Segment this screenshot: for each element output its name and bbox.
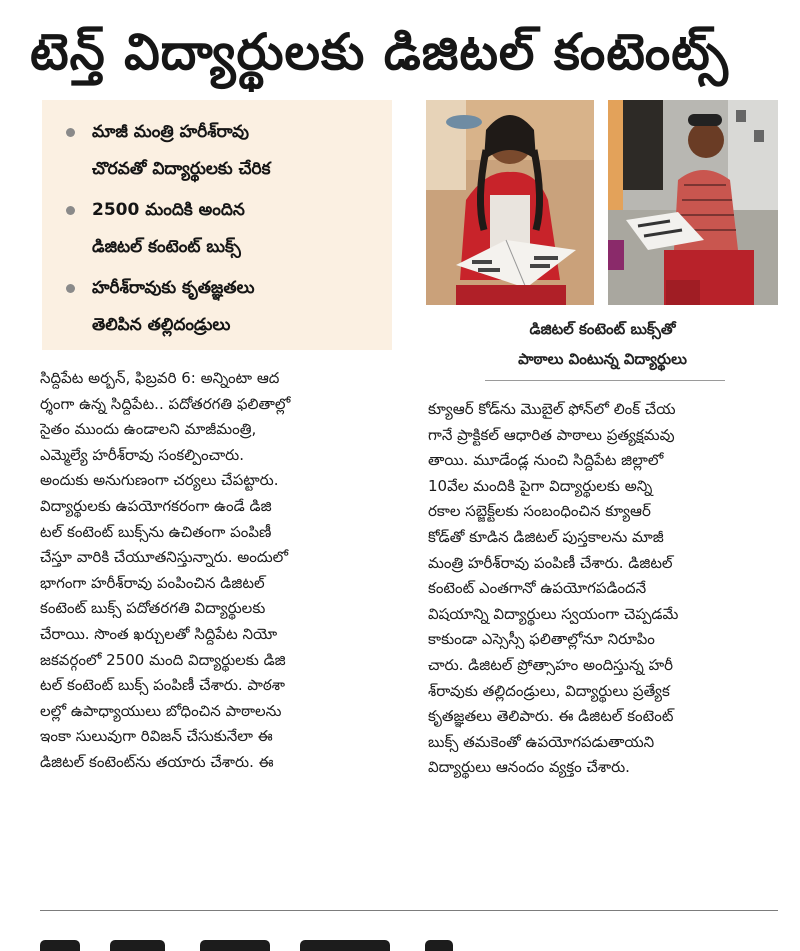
body-line: విషయాన్ని విద్యార్థులు స్వయంగా చెప్పడమే xyxy=(428,604,679,623)
body-line: కంటెంట్ బుక్స్ పదోతరగతి విద్యార్థులకు xyxy=(40,599,266,618)
photo-girl-reading xyxy=(426,100,594,305)
body-line: రకాల సబ్జెక్ట్‌లకు సంబంధించిన క్యూఆర్ xyxy=(428,502,651,521)
highlight-line: డిజిటల్ కంటెంట్ బుక్స్ xyxy=(92,237,241,257)
highlights-list xyxy=(62,114,384,344)
body-line: టల్ కంటెంట్ బుక్స్‌ను ఉచితంగా పంపిణీ xyxy=(40,522,272,541)
highlight-item xyxy=(62,114,384,188)
body-line: విద్యార్థులకు ఉపయోగకరంగా ఉండే డిజి xyxy=(40,496,272,515)
body-line: గానే ప్రాక్టికల్ ఆధారిత పాఠాలు ప్రత్యక్షమవు xyxy=(428,425,675,444)
photo-caption xyxy=(430,314,775,374)
body-line: సిద్దిపేట అర్బన్, ఫిబ్రవరి 6: అన్నింటా ఆద xyxy=(40,369,280,387)
section-divider xyxy=(40,910,778,911)
body-line: ర్శంగా ఉన్న సిద్దిపేట.. పదోతరగతి ఫలితాల్లో xyxy=(40,394,291,413)
highlight-line: మాజీ మంత్రి హరీశ్‌రావు xyxy=(92,122,249,142)
body-line: సైతం ముందు ఉండాలని మాజీమంత్రి, xyxy=(40,420,257,439)
body-line: 10వేల మందికి పైగా విద్యార్థులకు అన్ని xyxy=(428,476,653,495)
body-line: కోడ్‌తో కూడిన డిజిటల్ పుస్తకాలను మాజీ xyxy=(428,527,664,546)
photo-caption-line: డిజిటల్ కంటెంట్ బుక్స్‌తో xyxy=(529,320,676,338)
highlight-item xyxy=(62,192,384,266)
caption-divider xyxy=(485,380,725,381)
body-line: చేరాయి. సొంత ఖర్చులతో సిద్దిపేట నియో xyxy=(40,624,278,643)
body-line: క్యూఆర్ కోడ్‌ను మొబైల్ ఫోన్‌లో లింక్ చేయ xyxy=(428,400,676,418)
highlight-line: తెలిపిన తల్లిదండ్రులు xyxy=(92,315,231,335)
body-line: భాగంగా హరీశ్‌రావు పంపించిన డిజిటల్ xyxy=(40,573,265,592)
body-line: టల్ కంటెంట్ బుక్స్ పంపిణీ చేశారు. పాఠశా xyxy=(40,676,286,695)
highlight-line: చొరవతో విద్యార్థులకు చేరిక xyxy=(92,159,271,179)
article-body-left xyxy=(40,366,392,776)
next-article-headline-fragment xyxy=(40,934,780,951)
highlights-box xyxy=(42,100,392,350)
photo-caption-line: పాఠాలు వింటున్న విద్యార్థులు xyxy=(518,350,687,368)
body-line: ఎమ్మెల్యే హరీశ్‌రావు సంకల్పించారు. xyxy=(40,445,244,464)
body-line: చేస్తూ వారికి చేయూతనిస్తున్నారు. అందులో xyxy=(40,548,289,567)
body-line: శ్‌రావుకు తల్లిదండ్రులు, విద్యార్థులు ప్రత్యేక xyxy=(428,681,670,700)
body-line: చారు. డిజిటల్ ప్రోత్సాహం అందిస్తున్న హరీ xyxy=(428,655,674,674)
photo-boy-reading xyxy=(608,100,778,305)
body-line: విద్యార్థులు ఆనందం వ్యక్తం చేశారు. xyxy=(428,758,630,777)
body-line: అందుకు అనుగుణంగా చర్యలు చేపట్టారు. xyxy=(40,471,279,490)
body-line: తాయి. మూడేండ్ల నుంచి సిద్దిపేట జిల్లాలో xyxy=(428,451,664,470)
highlight-item xyxy=(62,270,384,344)
highlight-line: హరీశ్‌రావుకు కృతజ్ఞతలు xyxy=(92,278,255,298)
body-line: కంటెంట్ ఎంతగానో ఉపయోగపడిందనే xyxy=(428,579,647,598)
body-line: జకవర్గంలో 2500 మంది విద్యార్థులకు డిజి xyxy=(40,650,286,669)
body-line: ఇంకా సులువుగా రివిజన్ చేసుకునేలా ఈ xyxy=(40,727,273,746)
body-line: లల్లో ఉపాధ్యాయులు బోధించిన పాఠాలను xyxy=(40,701,282,720)
highlight-line: 2500 మందికి అందిన xyxy=(92,200,245,220)
headline: టెన్త్ విద్యార్థులకు డిజిటల్ కంటెంట్స్ xyxy=(30,23,729,81)
body-line: బుక్స్ తమకెంతో ఉపయోగపడుతాయని xyxy=(428,732,655,751)
body-line: కాకుండా ఎస్సెస్సీ ఫలితాల్లోనూ నిరూపిం xyxy=(428,630,655,649)
body-line: మంత్రి హరీశ్‌రావు పంపిణీ చేశారు. డిజిటల్ xyxy=(428,553,673,572)
body-line: కృతజ్ఞతలు తెలిపారు. ఈ డిజిటల్ కంటెంట్ xyxy=(428,707,674,726)
body-line: డిజిటల్ కంటెంట్‌ను తయారు చేశారు. ఈ xyxy=(40,752,274,771)
article-body-right xyxy=(428,397,778,781)
